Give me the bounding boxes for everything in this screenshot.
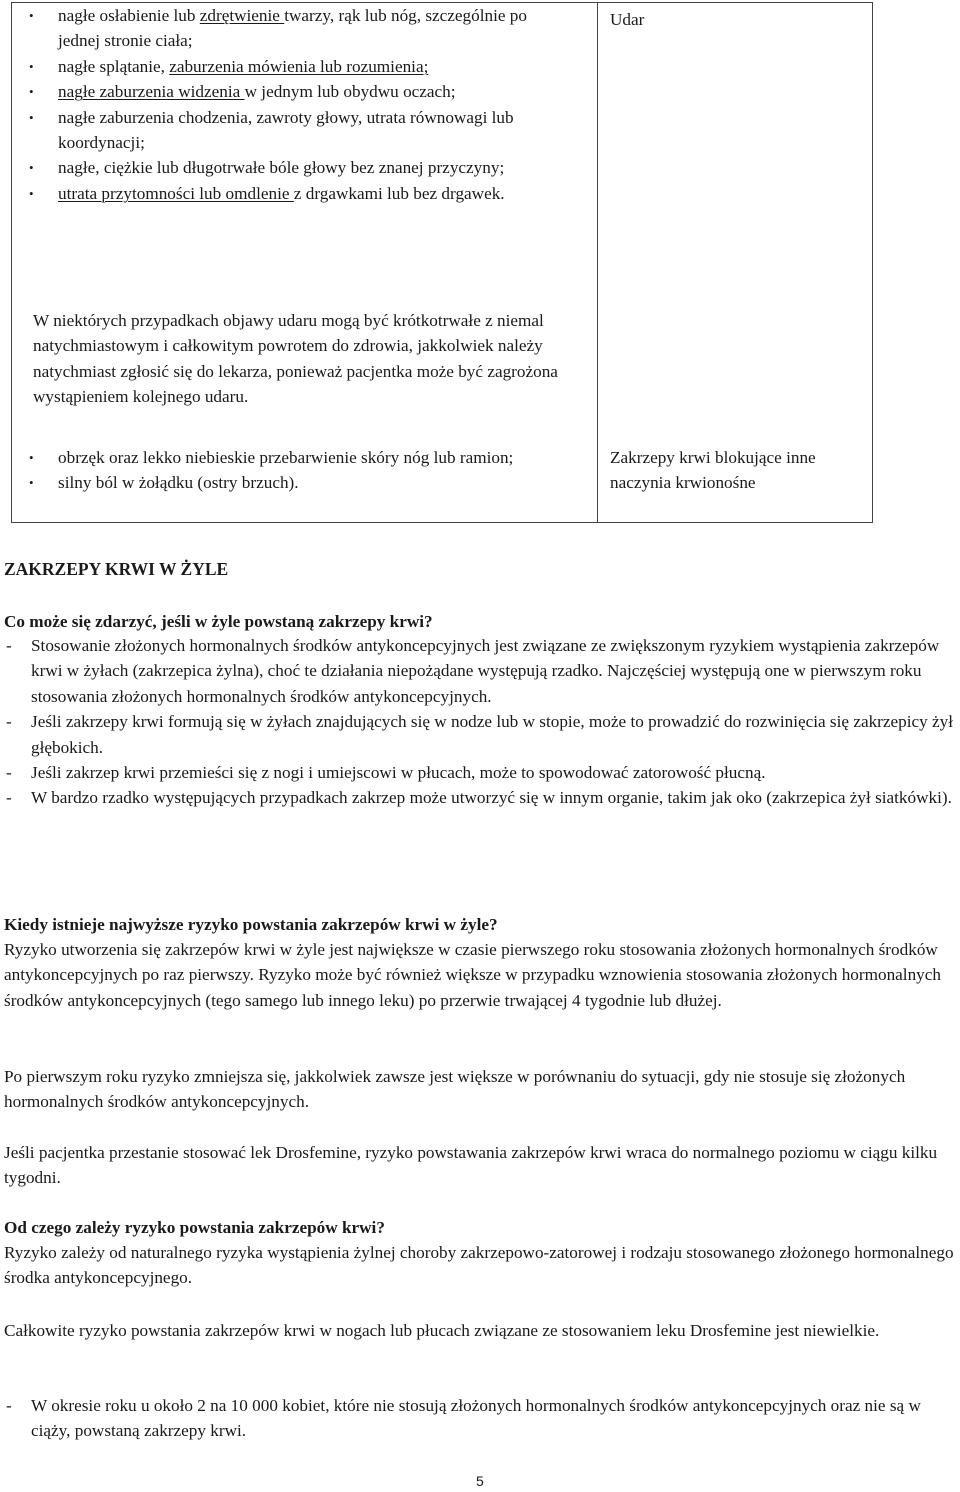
list-item: • nagłe splątanie, zaburzenia mówienia lub rozumienia;	[12, 54, 572, 79]
paragraph: Jeśli pacjentka przestanie stosować lek Drosfemine, ryzyko powstawania zakrzepów krwi wraca do normalnego poziomu w ciągu kilku tygodni.	[4, 1143, 938, 1188]
list-item: • silny ból w żołądku (ostry brzuch).	[12, 470, 572, 495]
stroke-symptom-list	[12, 3, 572, 206]
symptoms-table	[11, 2, 873, 523]
list-item: • utrata przytomności lub omdlenie z drgawkami lub bez drgawek.	[12, 181, 572, 206]
paragraph: Całkowite ryzyko powstania zakrzepów krwi w nogach lub płucach związane ze stosowaniem leku Drosfemine jest niewielkie.	[4, 1321, 880, 1340]
paragraph: Po pierwszym roku ryzyko zmniejsza się, jakkolwiek zawsze jest większe w porównaniu do sytuacji, gdy nie stosuje się złożonych hormonalnych środków antykoncepcyjnych.	[4, 1067, 906, 1112]
list-item: • nagłe zaburzenia chodzenia, zawroty głowy, utrata równowagi lub koordynacji;	[12, 105, 572, 156]
list-item: - Stosowanie złożonych hormonalnych środków antykoncepcyjnych jest związane ze zwiększonym ryzykiem wystąpienia zakrzepów krwi w żyłach (zakrzepica żylna), choć te działania niepożądane występują rzadko. Najczęściej występują one w pierwszym roku stosowania złożonych hormonalnych środków antykoncepcyjnych.	[4, 633, 960, 709]
stroke-note-paragraph: W niektórych przypadkach objawy udaru mogą być krótkotrwałe z niemal natychmiastowym i całkowitym powrotem do zdrowia, jakkolwiek należy natychmiast zgłosić się do lekarza, ponieważ pacjentka może być zagrożona wystąpieniem kolejnego udaru.	[33, 311, 558, 407]
list-item: • nagłe, ciężkie lub długotrwałe bóle głowy bez znanej przyczyny;	[12, 155, 572, 180]
paragraph: Ryzyko zależy od naturalnego ryzyka wystąpienia żylnej choroby zakrzepowo-zatorowej i rodzaju stosowanego złożonego hormonalnego środka antykoncepcyjnego.	[4, 1243, 954, 1288]
condition-other-clots: Zakrzepy krwi blokujące inne naczynia krwionośne	[610, 448, 816, 493]
question-heading-2: Kiedy istnieje najwyższe ryzyko powstania zakrzepów krwi w żyle?	[4, 915, 498, 934]
list-item: - Jeśli zakrzepy krwi formują się w żyłach znajdujących się w nodze lub w stopie, może to prowadzić do rozwinięcia się zakrzepicy żył głębokich.	[4, 709, 960, 760]
page-number: 5	[476, 1473, 484, 1489]
question-heading-1: Co może się zdarzyć, jeśli w żyle powstaną zakrzepy krwi?	[4, 612, 433, 631]
list-item: • nagłe zaburzenia widzenia w jednym lub obydwu oczach;	[12, 79, 572, 104]
section-title: ZAKRZEPY KRWI W ŻYLE	[4, 559, 229, 579]
clot-symptom-list	[12, 445, 572, 496]
dash-list-1	[4, 633, 960, 811]
list-item: - W okresie roku u około 2 na 10 000 kobiet, które nie stosują złożonych hormonalnych środków antykoncepcyjnych oraz nie są w ciąży, powstaną zakrzepy krwi.	[4, 1393, 960, 1444]
list-item: - Jeśli zakrzep krwi przemieści się z nogi i umiejscowi w płucach, może to spowodować zatorowość płucną.	[4, 760, 960, 785]
paragraph: Ryzyko utworzenia się zakrzepów krwi w żyle jest największe w czasie pierwszego roku stosowania złożonych hormonalnych środków antykoncepcyjnych po raz pierwszy. Ryzyko może być również większe w przypadku wznowienia stosowania złożonych hormonalnych środków antykoncepcyjnych (tego samego lub innego leku) po przerwie trwającej 4 tygodnie lub dłużej.	[4, 940, 941, 1010]
list-item: • nagłe osłabienie lub zdrętwienie twarzy, rąk lub nóg, szczególnie po jednej stronie ciała;	[12, 3, 572, 54]
symptoms-column	[12, 3, 597, 522]
condition-stroke: Udar	[610, 10, 645, 29]
question-heading-3: Od czego zależy ryzyko powstania zakrzepów krwi?	[4, 1218, 385, 1237]
dash-list-2	[4, 1393, 960, 1444]
condition-column	[598, 3, 872, 522]
list-item: - W bardzo rzadko występujących przypadkach zakrzep może utworzyć się w innym organie, takim jak oko (zakrzepica żył siatkówki).	[4, 785, 960, 810]
list-item: • obrzęk oraz lekko niebieskie przebarwienie skóry nóg lub ramion;	[12, 445, 572, 470]
